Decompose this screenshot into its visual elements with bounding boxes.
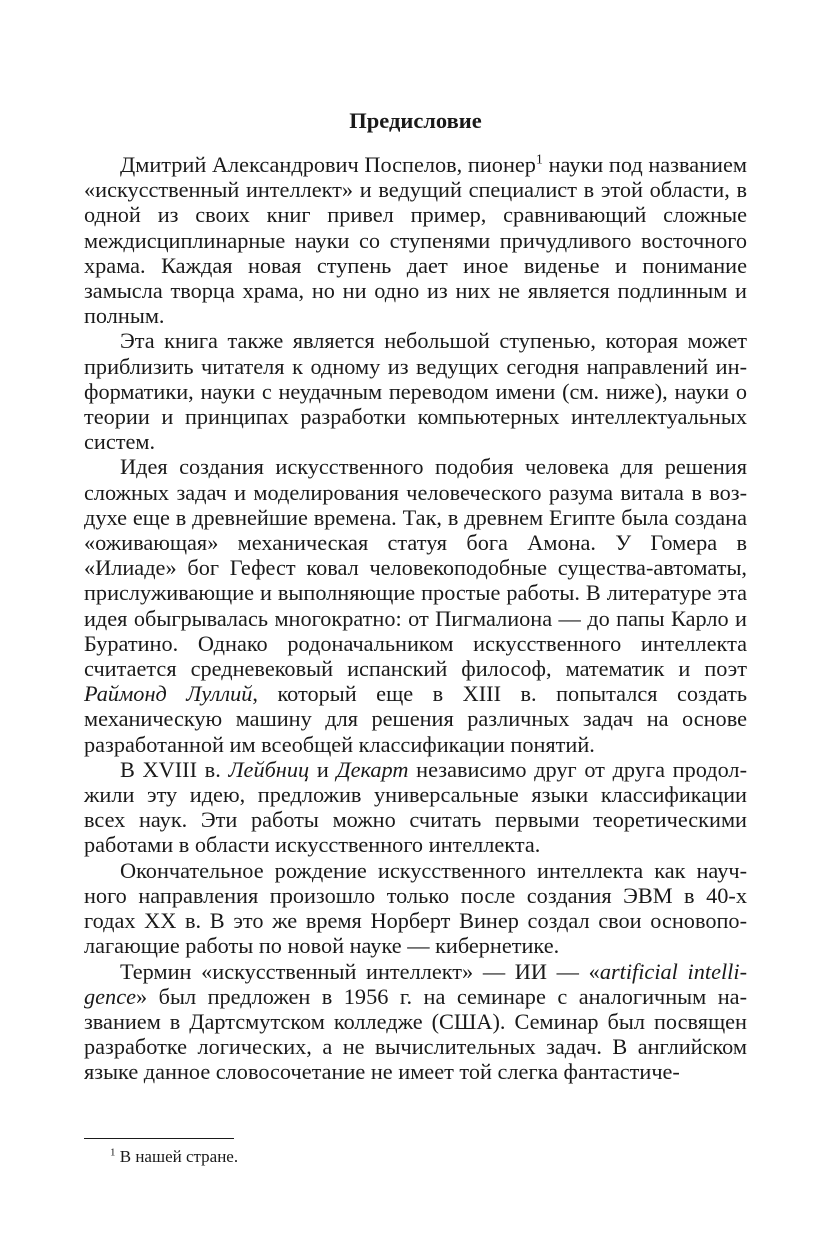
preface-text bbox=[84, 152, 747, 1085]
paragraph bbox=[84, 328, 747, 454]
text-run: » был предложен в 1956 г. на семинаре с аналогичным названием в Дартсмутском колледже (США). Семинар был посвящен разработке логических, а не вычислительных задач. В английском языке данное словосочетание не имеет той слегка фантастиче- bbox=[84, 983, 747, 1085]
paragraph bbox=[84, 454, 747, 756]
paragraph bbox=[84, 152, 747, 328]
paragraph bbox=[84, 959, 747, 1085]
italic-term: artificial intelligence bbox=[84, 958, 747, 1009]
text-run: Окончательное рождение искусственного интеллекта как научного направления произошло только после создания ЭВМ в 40-х годах XX в. В это же время Норберт Винер создал свои основополагающие работы по новой науке — кибернетике. bbox=[84, 857, 747, 959]
footnote-text: В нашей стране. bbox=[115, 1147, 239, 1166]
footnote-number: 1 bbox=[110, 1146, 116, 1159]
text-run: , который еще в XIII в. попытался создать механическую машину для решения различных задач на основе разработанной им всеобщей классификации понятий. bbox=[84, 681, 748, 757]
text-run: Идея создания искусственного подобия человека для решения сложных задач и моделирования человеческого разума витала в воздухе еще в древнейшие времена. Так, в древнем Египте была создана «оживающая» механическая статуя бога Амона. У Гомера в «Илиаде» бог Гефест ковал человекоподобные существа-автоматы, прислуживающие и выполняющие простые работы. В литературе эта идея обыгрывалась многократно: от Пигмалиона — до папы Карло и Буратино. Однако родоначальником искусственного интеллекта считается средневековый испанский философ, математик и поэт bbox=[84, 454, 747, 682]
paragraph bbox=[84, 858, 747, 959]
italic-name: Раймонд Луллий bbox=[84, 681, 253, 707]
text-run: Термин «искусственный интеллект» — ИИ — « bbox=[120, 958, 600, 984]
page-title: Предисловие bbox=[349, 108, 482, 133]
paragraph bbox=[84, 757, 747, 858]
page-body bbox=[84, 108, 747, 1085]
text-run: и bbox=[309, 756, 337, 782]
text-run: науки под названием «искусственный интеллект» и ведущий специалист в этой области, в одной из своих книг привел пример, сравнивающий сложные междисциплинарные науки со ступенями причудливого восточного храма. Каждая новая ступень дает иное виденье и понимание замысла творца храма, но ни одно из них не является подлинным и полным. bbox=[84, 152, 747, 329]
italic-name: Лейбниц bbox=[228, 756, 310, 782]
footnote-marker[interactable]: 1 bbox=[535, 152, 543, 168]
text-run: Эта книга также является небольшой ступенью, которая может приблизить читателя к одному из ведущих сегодня направлений информатики, науки с неудачным переводом имени (см. ниже), науки о теории и принципах разработки компьютерных интеллектуальных систем. bbox=[84, 328, 747, 455]
italic-name: Декарт bbox=[336, 756, 409, 782]
footnote-divider bbox=[84, 1138, 234, 1139]
text-run: независимо друг от друга продолжили эту идею, предложив универсальные языки классификации всех наук. Эти работы можно считать первыми теоретическими работами в области искусственного интеллекта. bbox=[84, 756, 747, 858]
text-run: В XVIII в. bbox=[120, 756, 229, 782]
text-run: Дмитрий Александрович Поспелов, пионер bbox=[120, 152, 536, 177]
footnote bbox=[110, 1147, 238, 1167]
